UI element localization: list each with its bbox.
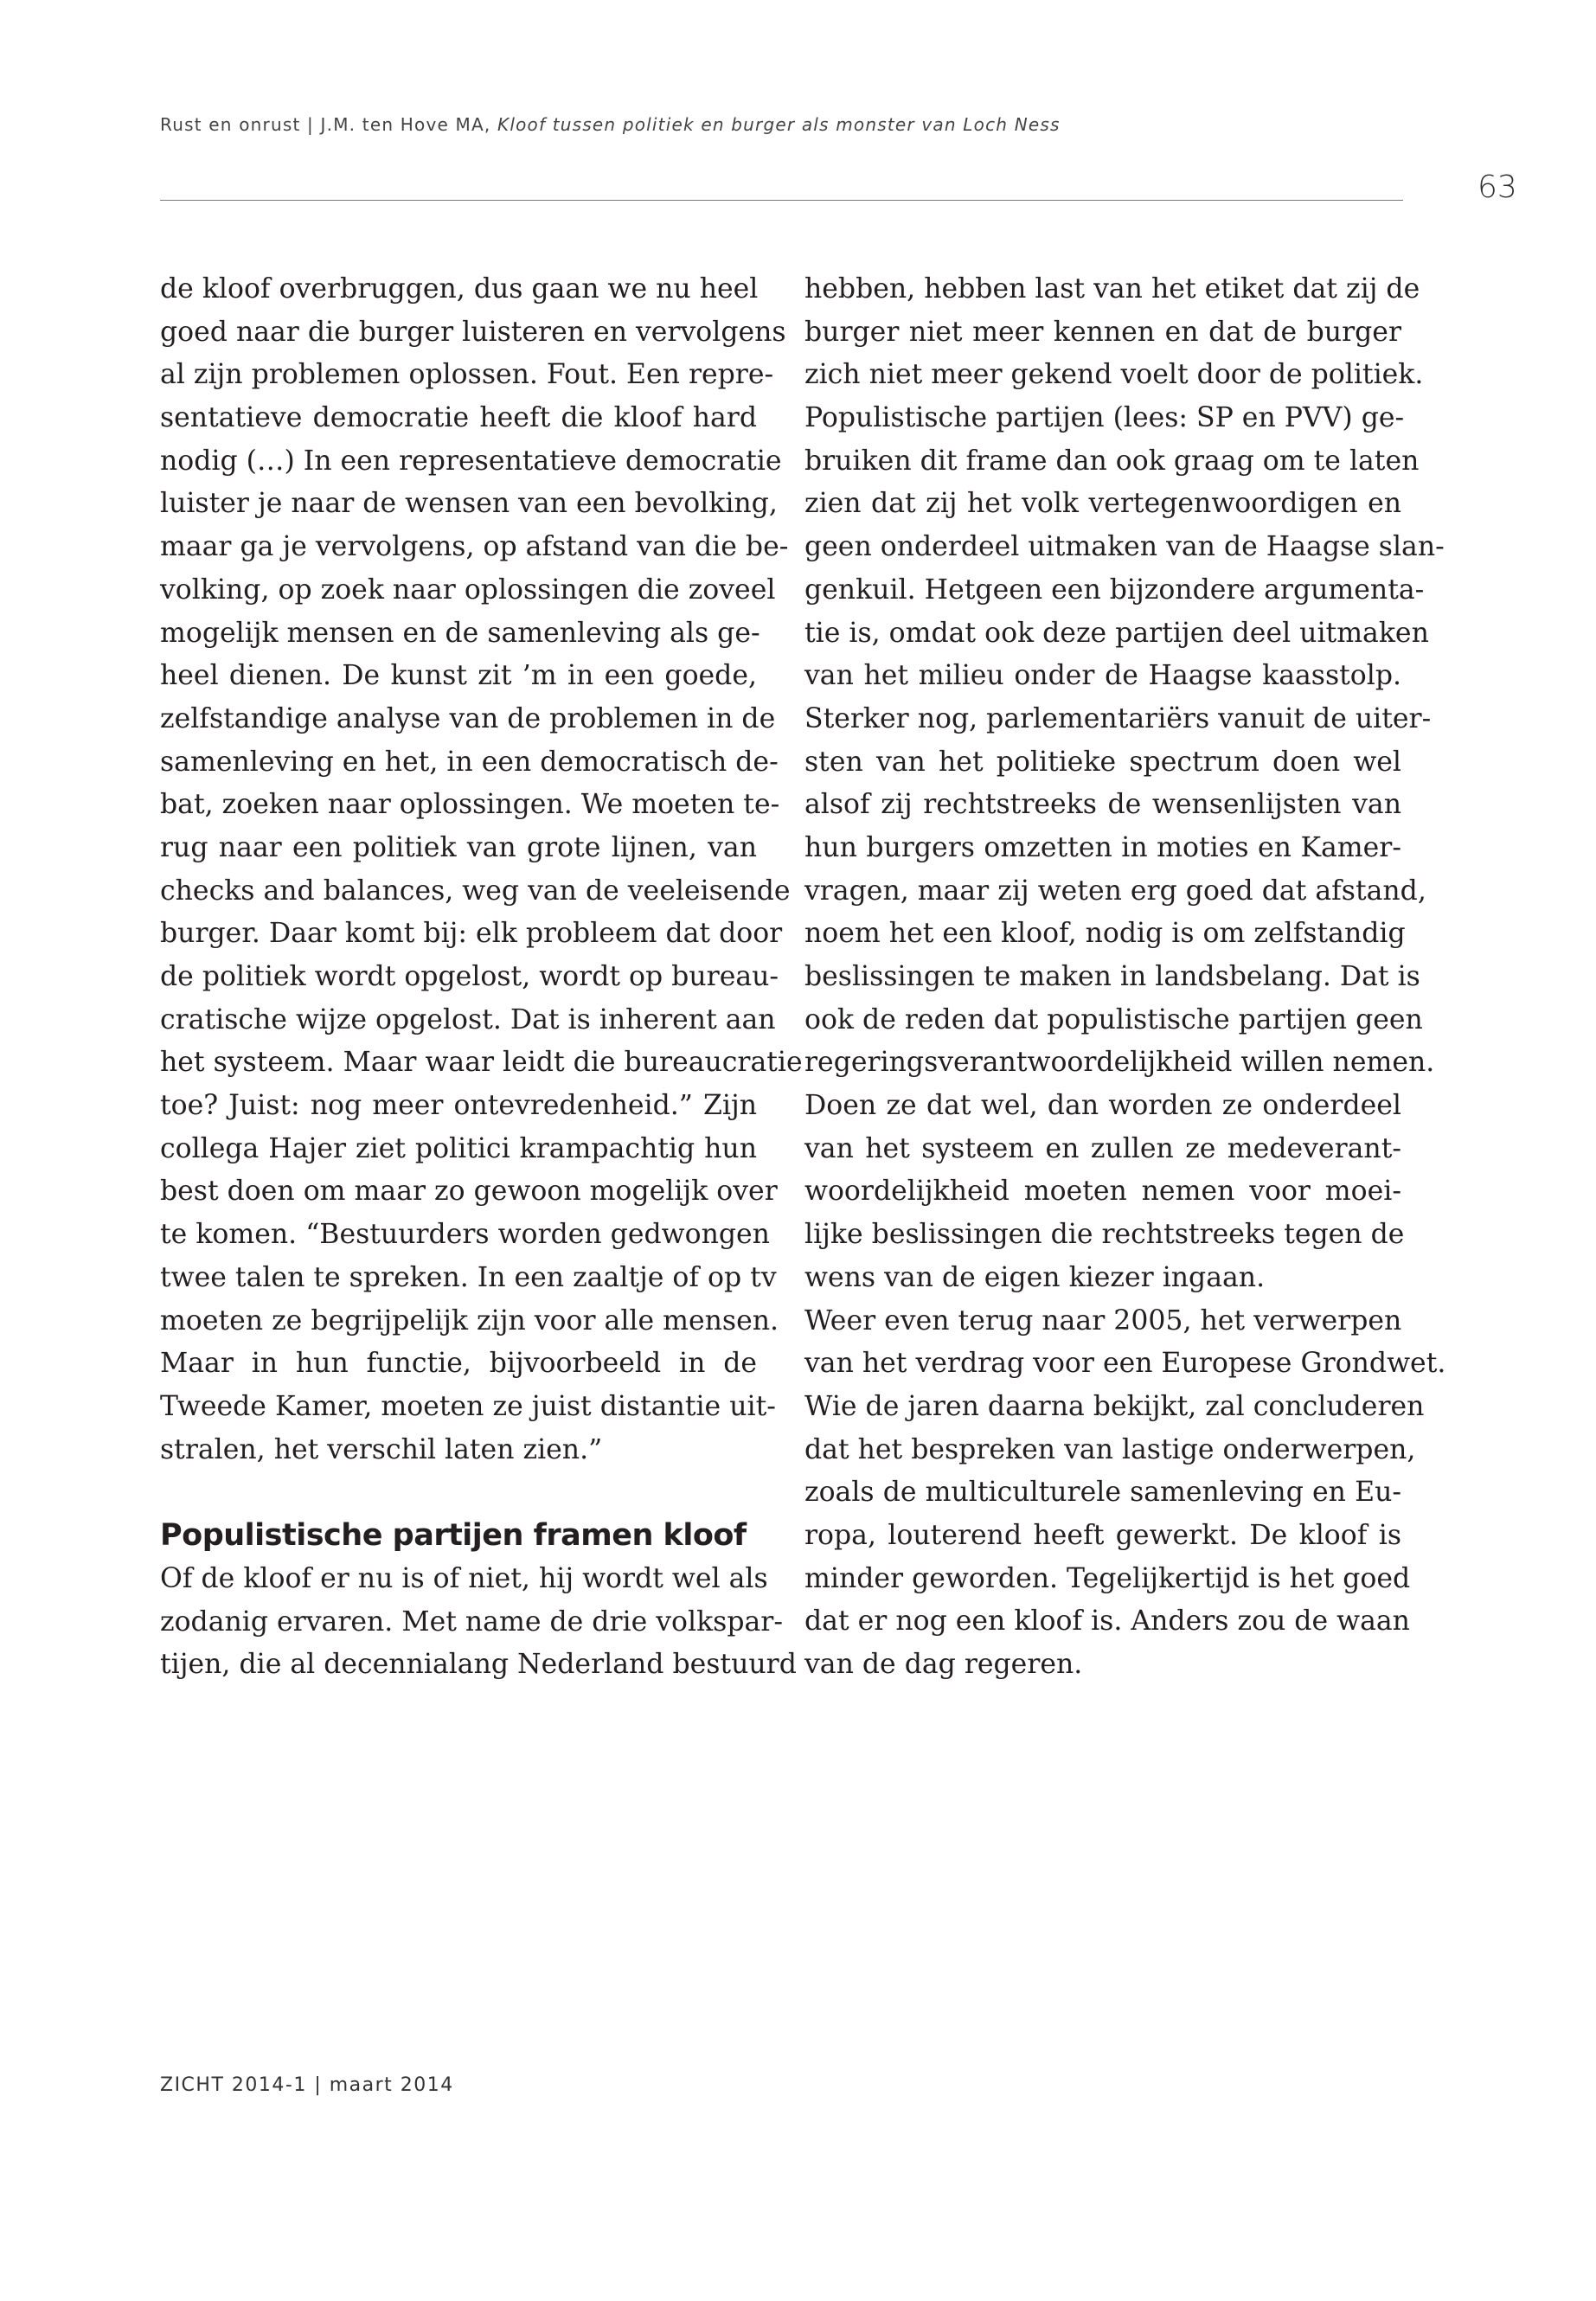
text-line: burger niet meer kennen en dat de burger — [804, 316, 1401, 348]
text-line: vragen, maar zij weten erg goed dat afstand, — [804, 875, 1426, 907]
text-line: Tweede Kamer, moeten ze juist distantie uit- — [160, 1390, 776, 1422]
running-head-plain: Rust en onrust | J.M. ten Hove MA, — [160, 114, 497, 135]
section-heading: Populistische partijen framen kloof — [160, 1518, 747, 1554]
text-line: tijen, die al decennialang Nederland bestuurd — [160, 1649, 797, 1681]
text-line: zoals de multiculturele samenleving en Eu- — [804, 1477, 1401, 1509]
text-line: van de dag regeren. — [804, 1649, 1083, 1680]
text-line: ropa, louterend heeft gewerkt. De kloof is — [804, 1519, 1401, 1551]
left-column — [160, 268, 803, 1687]
text-line: luister je naar de wensen van een bevolking, — [160, 488, 778, 520]
text-line: sten van het politieke spectrum doen wel — [804, 746, 1401, 778]
text-line: heel dienen. De kunst zit ’m in een goede, — [160, 660, 757, 692]
text-line: Populistische partijen (lees: SP en PVV) ge- — [804, 402, 1405, 434]
text-line: twee talen te spreken. In een zaaltje of op tv — [160, 1261, 777, 1293]
header-rule — [160, 200, 1403, 201]
text-line: alsof zij rechtstreeks de wensenlijsten van — [804, 789, 1401, 821]
text-line: moeten ze begrijpelijk zijn voor alle mensen. — [160, 1304, 779, 1336]
text-line: zich niet meer gekend voelt door de politiek. — [804, 359, 1424, 391]
text-line: de kloof overbruggen, dus gaan we nu heel — [160, 273, 759, 304]
text-line: Doen ze dat wel, dan worden ze onderdeel — [804, 1090, 1401, 1122]
text-line: burger. Daar komt bij: elk probleem dat door — [160, 918, 783, 950]
running-head — [160, 114, 1061, 135]
text-line: Wie de jaren daarna bekijkt, zal concluderen — [804, 1390, 1425, 1422]
text-line: zelfstandige analyse van de problemen in de — [160, 702, 776, 734]
left-paragraph-2 — [160, 1558, 797, 1687]
text-line: mogelijk mensen en de samenleving als ge- — [160, 617, 760, 649]
text-line: dat het bespreken van lastige onderwerpen, — [804, 1433, 1416, 1465]
text-line: volking, op zoek naar oplossingen die zoveel — [160, 574, 776, 606]
text-line: cratische wijze opgelost. Dat is inherent aan — [160, 1003, 776, 1035]
text-line: Maar in hun functie, bijvoorbeeld in de — [160, 1348, 757, 1380]
text-line: bat, zoeken naar oplossingen. We moeten te- — [160, 789, 780, 821]
text-line: nodig (…) In een representatieve democratie — [160, 445, 782, 477]
text-line: maar ga je vervolgens, op afstand van die be- — [160, 531, 789, 563]
text-line: best doen om maar zo gewoon mogelijk over — [160, 1176, 778, 1208]
text-line: zien dat zij het volk vertegenwoordigen en — [804, 488, 1401, 520]
text-line: goed naar die burger luisteren en vervolgens — [160, 316, 786, 348]
text-line: genkuil. Hetgeen een bijzondere argumenta- — [804, 574, 1425, 606]
text-line: beslissingen te maken in landsbelang. Dat is — [804, 961, 1420, 992]
text-line: lijke beslissingen die rechtstreeks tegen de — [804, 1219, 1405, 1251]
text-line: dat er nog een kloof is. Anders zou de waan — [804, 1606, 1410, 1638]
text-line: woordelijkheid moeten nemen voor moei- — [804, 1176, 1401, 1208]
right-column — [804, 268, 1446, 1687]
text-line: rug naar een politiek van grote lijnen, van — [160, 831, 757, 863]
text-line: collega Hajer ziet politici krampachtig hun — [160, 1132, 757, 1164]
right-paragraph-2 — [804, 1300, 1446, 1687]
text-line: bruiken dit frame dan ook graag om te laten — [804, 445, 1420, 477]
text-line: van het systeem en zullen ze medeverant- — [804, 1132, 1401, 1164]
text-line: sentatieve democratie heeft die kloof hard — [160, 402, 757, 434]
text-line: wens van de eigen kiezer ingaan. — [804, 1261, 1266, 1293]
text-line: noem het een kloof, nodig is om zelfstandig — [804, 918, 1406, 950]
text-line: van het milieu onder de Haagse kaasstolp. — [804, 660, 1401, 692]
text-line: zodanig ervaren. Met name de drie volkspar- — [160, 1606, 783, 1638]
running-head-title: Kloof tussen politiek en burger als monster van Loch Ness — [497, 114, 1061, 135]
text-line: al zijn problemen oplossen. Fout. Een repre- — [160, 359, 774, 391]
text-line: Weer even terug naar 2005, het verwerpen — [804, 1304, 1402, 1336]
text-line: checks and balances, weg van de veeleisende — [160, 875, 791, 907]
left-paragraph-1 — [160, 268, 803, 1471]
text-line: tie is, omdat ook deze partijen deel uitmaken — [804, 617, 1429, 649]
text-line: hun burgers omzetten in moties en Kamer- — [804, 831, 1401, 863]
page-number: 63 — [1477, 170, 1517, 205]
footer: ZICHT 2014-1 | maart 2014 — [160, 2074, 454, 2096]
text-line: toe? Juist: nog meer ontevredenheid.” Zijn — [160, 1090, 757, 1122]
text-line: van het verdrag voor een Europese Grondwet. — [804, 1348, 1446, 1380]
text-line: Sterker nog, parlementariërs vanuit de uiter- — [804, 702, 1432, 734]
text-line: de politiek wordt opgelost, wordt op bureau- — [160, 961, 779, 992]
text-line: regeringsverantwoordelijkheid willen nemen. — [804, 1047, 1435, 1079]
text-line: het systeem. Maar waar leidt die bureaucratie — [160, 1047, 803, 1079]
right-paragraph-1 — [804, 268, 1445, 1300]
text-line: Of de kloof er nu is of niet, hij wordt wel als — [160, 1562, 768, 1594]
text-line: geen onderdeel uitmaken van de Haagse slan- — [804, 531, 1445, 563]
text-line: stralen, het verschil laten zien.” — [160, 1433, 603, 1465]
text-line: minder geworden. Tegelijkertijd is het goed — [804, 1562, 1411, 1594]
text-line: hebben, hebben last van het etiket dat zij de — [804, 273, 1420, 304]
text-line: ook de reden dat populistische partijen geen — [804, 1003, 1423, 1035]
text-line: te komen. “Bestuurders worden gedwongen — [160, 1219, 770, 1251]
text-line: samenleving en het, in een democratisch de- — [160, 746, 779, 778]
